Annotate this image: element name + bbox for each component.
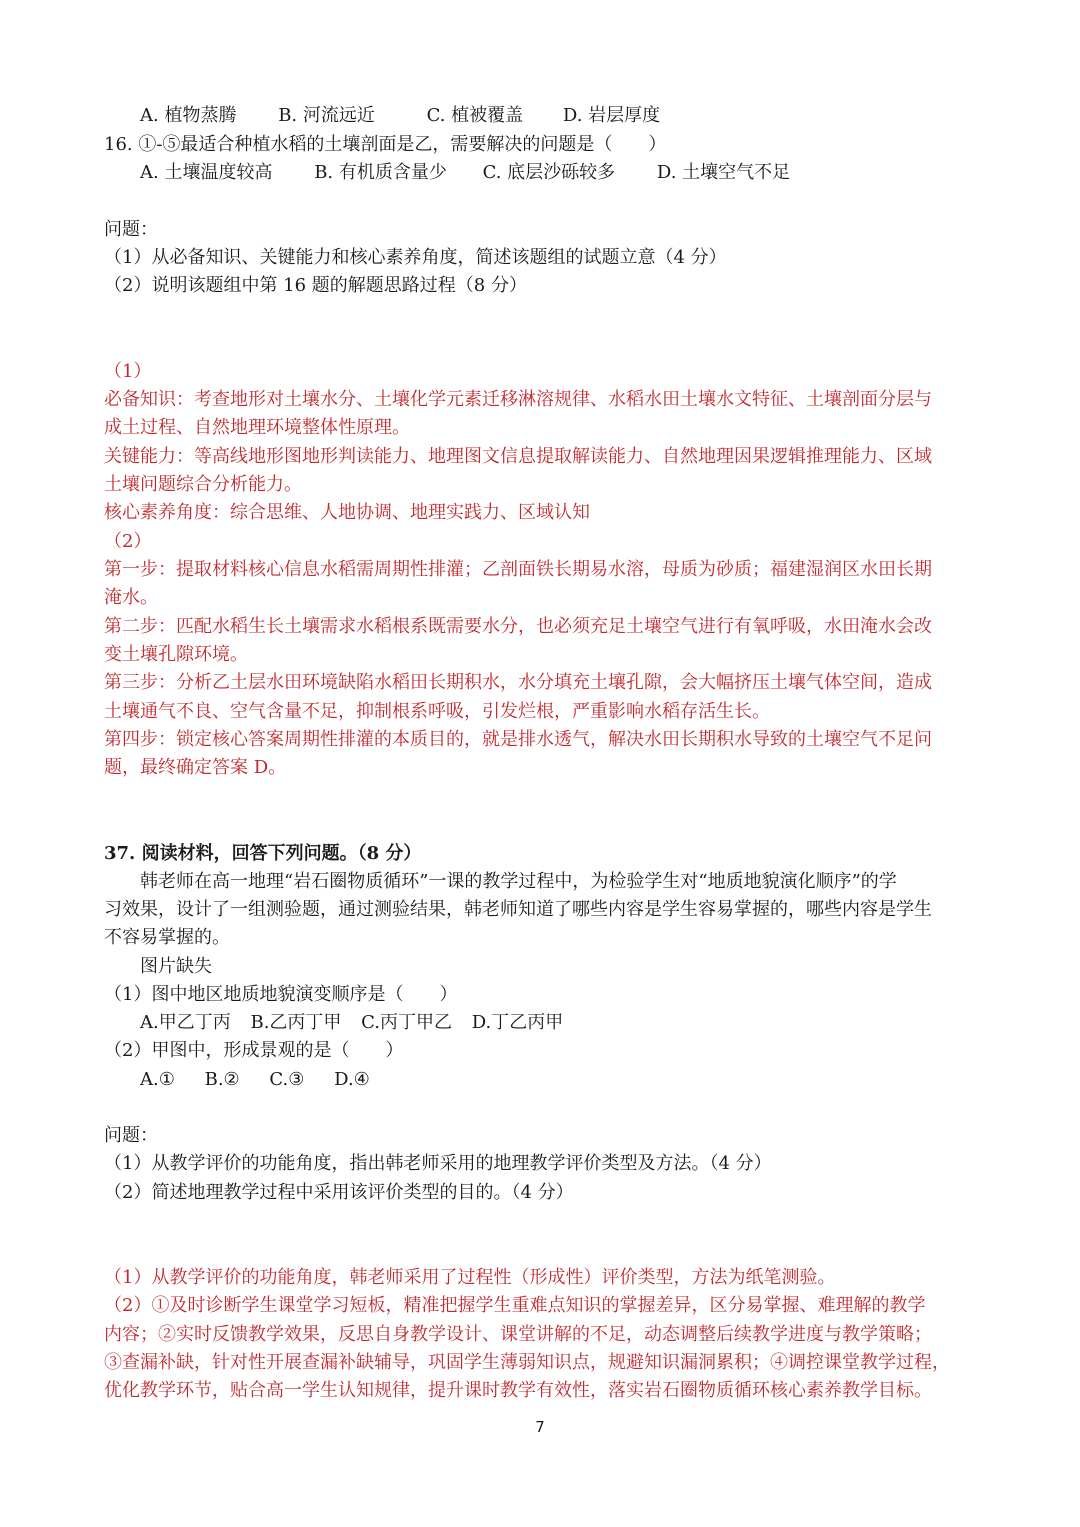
q15-option-c: C. 植被覆盖 [426,105,524,126]
set2-question-1: （1）从教学评价的功能角度，指出韩老师采用的地理教学评价类型及方法。（4 分） [104,1153,772,1174]
q37-title: 37. 阅读材料，回答下列问题。（8 分） [104,843,422,864]
set2-question-2: （2）简述地理教学过程中采用该评价类型的目的。（4 分） [104,1182,574,1203]
answer2-line5: 优化教学环节，贴合高一学生认知规律，提升课时教学有效性，落实岩石圈物质循环核心素养教学目标。 [104,1380,932,1401]
q16-stem: 16. ①-⑤最适合种植水稻的土壤剖面是乙，需要解决的问题是（ ） [104,134,667,155]
q16-option-d: D. 土壤空气不足 [656,162,791,183]
q15-option-a: A. 植物蒸腾 [140,105,237,126]
set1-heading: 问题： [104,219,158,240]
q37-sub2-option-c: C.③ [269,1069,305,1090]
q37-sub1-option-b: B.乙丙丁甲 [250,1012,342,1033]
q15-option-b: B. 河流远近 [278,105,375,126]
q16-option-c: C. 底层沙砾较多 [482,162,616,183]
answer1-knowledge-line2: 成土过程、自然地理环境整体性原理。 [104,417,410,438]
q15-options [104,102,984,130]
q16-option-b: B. 有机质含量少 [314,162,447,183]
q37-sub1-option-c: C.丙丁甲乙 [361,1012,453,1033]
answer1-knowledge-line1: 必备知识：考查地形对土壤水分、土壤化学元素迁移淋溶规律、水稻水田土壤水文特征、土壤剖面分层与 [104,389,932,410]
answer2-line3: 内容；②实时反馈教学效果，反思自身教学设计、课堂讲解的不足，动态调整后续教学进度与教学策略； [104,1324,932,1345]
q15-option-d: D. 岩层厚度 [562,105,661,126]
q37-sub2-option-d: D.④ [334,1069,370,1090]
answer1-ability-line1: 关键能力：等高线地形图地形判读能力、地理图文信息提取解读能力、自然地理因果逻辑推理能力、区域 [104,446,932,467]
set1-question-2: （2）说明该题组中第 16 题的解题思路过程（8 分） [104,275,527,296]
set2-heading: 问题： [104,1125,158,1146]
q16-options [104,159,984,187]
answer1-ability-line2: 土壤问题综合分析能力。 [104,474,302,495]
q37-paragraph-line3: 不容易掌握的。 [104,927,230,948]
page-number: 7 [535,1418,545,1436]
q37-sub2-option-a: A.① [140,1069,175,1090]
q37-paragraph-line2: 习效果，设计了一组测验题，通过测验结果，韩老师知道了哪些内容是学生容易掌握的，哪些内容是学生 [104,899,932,920]
answer1-step4-line1: 第四步：锁定核心答案周期性排灌的本质目的，就是排水透气，解决水田长期积水导致的土壤空气不足问 [104,729,932,750]
q37-sub2: （2）甲图中，形成景观的是（ ） [104,1040,404,1061]
answer1-step3-line1: 第三步：分析乙土层水田环境缺陷水稻田长期积水，水分填充土壤孔隙，会大幅挤压土壤气体空间，造成 [104,672,932,693]
answer1-step2-line2: 变土壤孔隙环境。 [104,644,248,665]
q37-sub1-options [104,1009,984,1037]
q16-option-a: A. 土壤温度较高 [140,162,273,183]
answer2-line2: （2）①及时诊断学生课堂学习短板，精准把握学生重难点知识的掌握差异，区分易掌握、难理解的教学 [104,1295,926,1316]
q37-sub2-options [104,1066,984,1094]
q37-sub2-option-b: B.② [204,1069,240,1090]
answer1-step1-line2: 淹水。 [104,587,158,608]
answer2-line4: ③查漏补缺，针对性开展查漏补缺辅导，巩固学生薄弱知识点，规避知识漏洞累积；④调控课堂教学过程， [104,1352,950,1373]
answer1-step2-line1: 第二步：匹配水稻生长土壤需求水稻根系既需要水分，也必须充足土壤空气进行有氧呼吸，水田淹水会改 [104,616,932,637]
q37-sub1-option-a: A.甲乙丁丙 [140,1012,231,1033]
answer1-part1-label: （1） [104,361,152,382]
q37-sub1: （1）图中地区地质地貌演变顺序是（ ） [104,984,458,1005]
answer2-line1: （1）从教学评价的功能角度，韩老师采用了过程性（形成性）评价类型，方法为纸笔测验。 [104,1267,836,1288]
image-missing-note: 图片缺失 [140,956,212,977]
answer1-part2-label: （2） [104,531,152,552]
set1-question-1: （1）从必备知识、关键能力和核心素养角度，简述该题组的试题立意（4 分） [104,247,727,268]
q37-paragraph-line1: 韩老师在高一地理“岩石圈物质循环”一课的教学过程中，为检验学生对“地质地貌演化顺序”的学 [140,871,897,892]
answer1-step3-line2: 土壤通气不良、空气含量不足，抑制根系呼吸，引发烂根，严重影响水稻存活生长。 [104,701,770,722]
answer1-literacy: 核心素养角度：综合思维、人地协调、地理实践力、区域认知 [104,502,590,523]
answer1-step1-line1: 第一步：提取材料核心信息水稻需周期性排灌；乙剖面铁长期易水溶，母质为砂质；福建湿润区水田长期 [104,559,932,580]
answer1-step4-line2: 题，最终确定答案 D。 [104,757,287,778]
q37-sub1-option-d: D.丁乙丙甲 [471,1012,564,1033]
